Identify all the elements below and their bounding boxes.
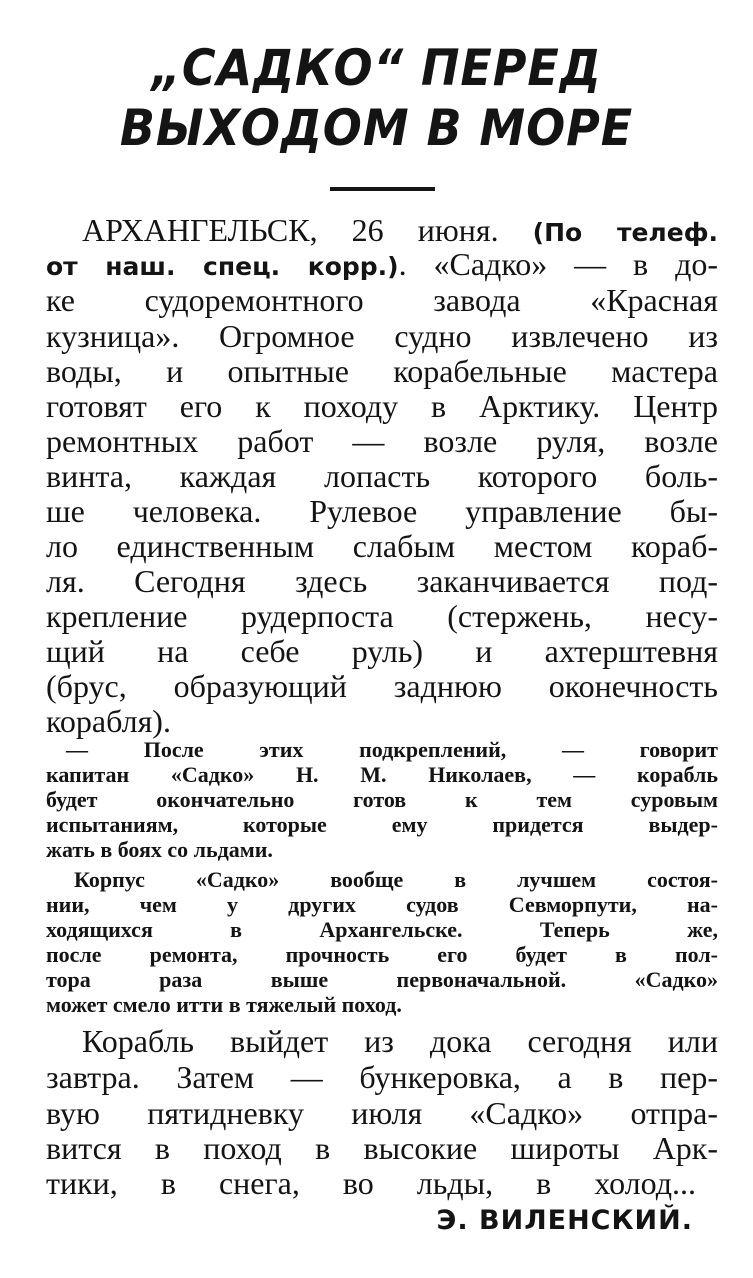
lead-line: корабля). xyxy=(46,703,171,739)
hull-line: нии, чем у других судов Севморпути, на- xyxy=(46,892,718,917)
headline-line-2: ВЫХОДОМ В МОРЕ xyxy=(119,99,634,157)
lead-line: ше человека. Рулевое управление бы- xyxy=(46,493,718,529)
closing-line: вится в поход в высокие широты Арк- xyxy=(46,1130,718,1166)
dateline: АРХАНГЕЛЬСК, 26 июня. xyxy=(82,212,499,248)
hull-line: может смело итти в тяжелый поход. xyxy=(46,992,402,1017)
lead-line: ля. Сегодня здесь заканчивается под- xyxy=(46,563,718,599)
quote-line: испытаниям, которые ему придется выдер- xyxy=(46,812,718,837)
quote-line: будет окончательно готов к тем суровым xyxy=(46,787,718,812)
closing-line: Корабль выйдет из дока сегодня или xyxy=(82,1023,718,1059)
hull-line: тора раза выше первоначальной. «Садко» xyxy=(46,967,718,992)
lead-line: (брус, образующий заднюю оконечность xyxy=(46,668,718,704)
lead-line: кузница». Огромное судно извлечено из xyxy=(46,318,718,354)
lead-line-2-rest: . «Садко» — в до- xyxy=(398,246,719,282)
lead-line: крепление рудерпоста (стержень, несу- xyxy=(46,598,718,634)
lead-line: ло единственным слабым местом кораб- xyxy=(46,528,718,564)
headline-line-1: „САДКО“ ПЕРЕД xyxy=(151,39,602,97)
lead-line: ке судоремонтного завода «Красная xyxy=(46,282,718,318)
lead-line-1 xyxy=(82,212,718,248)
quote-line: капитан «Садко» Н. М. Николаев, — корабль xyxy=(46,762,718,787)
closing-line: завтра. Затем — бункеровка, а в пер- xyxy=(46,1059,718,1095)
lead-line: готовят его к походу в Арктику. Центр xyxy=(46,388,718,424)
hull-line: Корпус «Садко» вообще в лучшем состоя- xyxy=(74,867,718,892)
quote-line: — После этих подкреплений, — говорит xyxy=(66,737,718,762)
lead-line: винта, каждая лопасть которого боль- xyxy=(46,458,718,494)
closing-line: тики, в снега, во льды, в холод... xyxy=(46,1165,696,1201)
headline-divider xyxy=(330,187,435,191)
source-credit-part-1: (По телеф. xyxy=(532,218,718,247)
closing-line: вую пятидневку июля «Садко» отпра- xyxy=(46,1095,718,1131)
source-credit-part-2: от наш. спец. корр.) xyxy=(46,252,399,281)
quote-line: жать в боях со льдами. xyxy=(46,837,273,862)
author-signature: Э. ВИЛЕНСКИЙ. xyxy=(436,1205,693,1236)
hull-line: после ремонта, прочность его будет в пол- xyxy=(46,942,718,967)
lead-line: ремонтных работ — возле руля, возле xyxy=(46,423,718,459)
lead-line: воды, и опытные корабельные мастера xyxy=(46,353,718,389)
lead-line: щий на себе руль) и ахтерштевня xyxy=(46,633,718,669)
hull-line: ходящихся в Архангельске. Теперь же, xyxy=(46,917,718,942)
lead-line-2 xyxy=(46,246,718,282)
